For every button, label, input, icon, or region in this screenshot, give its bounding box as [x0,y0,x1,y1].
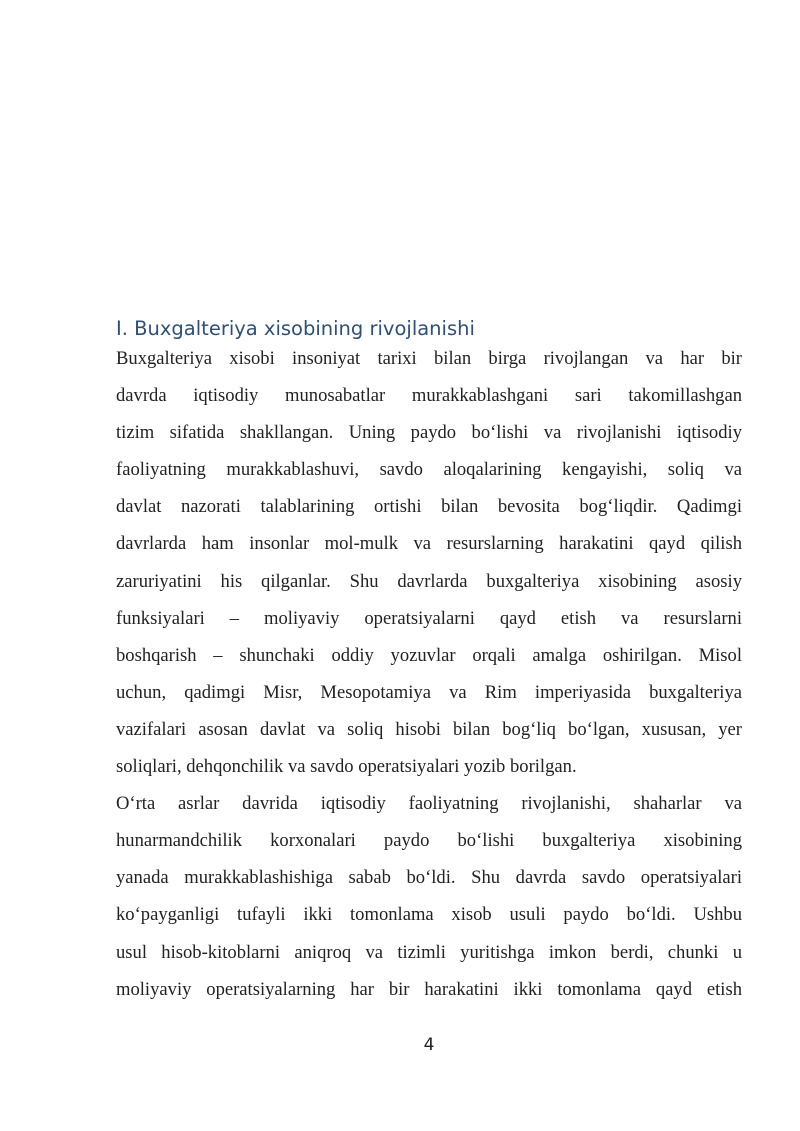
page-number: 4 [423,1035,435,1055]
text-line: zaruriyatini his qilganlar. Shu davrlarda buxgalteriya xisobining asosiy [116,570,742,592]
body-text [116,340,742,1008]
text-line: boshqarish – shunchaki oddiy yozuvlar orqali amalga oshirilgan. Misol [116,644,742,666]
text-line: faoliyatning murakkablashuvi, savdo aloqalarining kengayishi, soliq va [116,459,742,481]
text-line: davlat nazorati talablarining ortishi bilan bevosita bog‘liqdir. Qadimgi [116,496,742,518]
text-line: usul hisob-kitoblarni aniqroq va tizimli yuritishga imkon berdi, chunki u [116,941,742,963]
text-line: davrda iqtisodiy munosabatlar murakkablashgani sari takomillashgan [116,385,742,407]
text-line: hunarmandchilik korxonalari paydo bo‘lishi buxgalteriya xisobining [116,830,742,852]
text-line: yanada murakkablashishiga sabab bo‘ldi. Shu davrda savdo operatsiyalari [116,867,742,889]
text-line: Buxgalteriya xisobi insoniyat tarixi bilan birga rivojlangan va har bir [116,348,742,369]
section-heading: I. Buxgalteriya xisobining rivojlanishi [116,317,475,340]
paragraph-last-line: soliqlari, dehqonchilik va savdo operatsiyalari yozib borilgan. [116,756,577,778]
text-line: vazifalari asosan davlat va soliq hisobi bilan bog‘liq bo‘lgan, xususan, yer [116,718,742,740]
text-line: tizim sifatida shakllangan. Uning paydo bo‘lishi va rivojlanishi iqtisodiy [116,422,742,444]
text-line: uchun, qadimgi Misr, Mesopotamiya va Rim imperiyasida buxgalteriya [116,681,742,703]
text-line: davrlarda ham insonlar mol-mulk va resurslarning harakatini qayd qilish [116,533,742,555]
text-line: ko‘payganligi tufayli ikki tomonlama xisob usuli paydo bo‘ldi. Ushbu [116,904,742,926]
text-line: moliyaviy operatsiyalarning har bir harakatini ikki tomonlama qayd etish [116,978,742,1000]
text-line: O‘rta asrlar davrida iqtisodiy faoliyatning rivojlanishi, shaharlar va [116,793,742,815]
text-line: funksiyalari – moliyaviy operatsiyalarni qayd etish va resurslarni [116,607,742,629]
